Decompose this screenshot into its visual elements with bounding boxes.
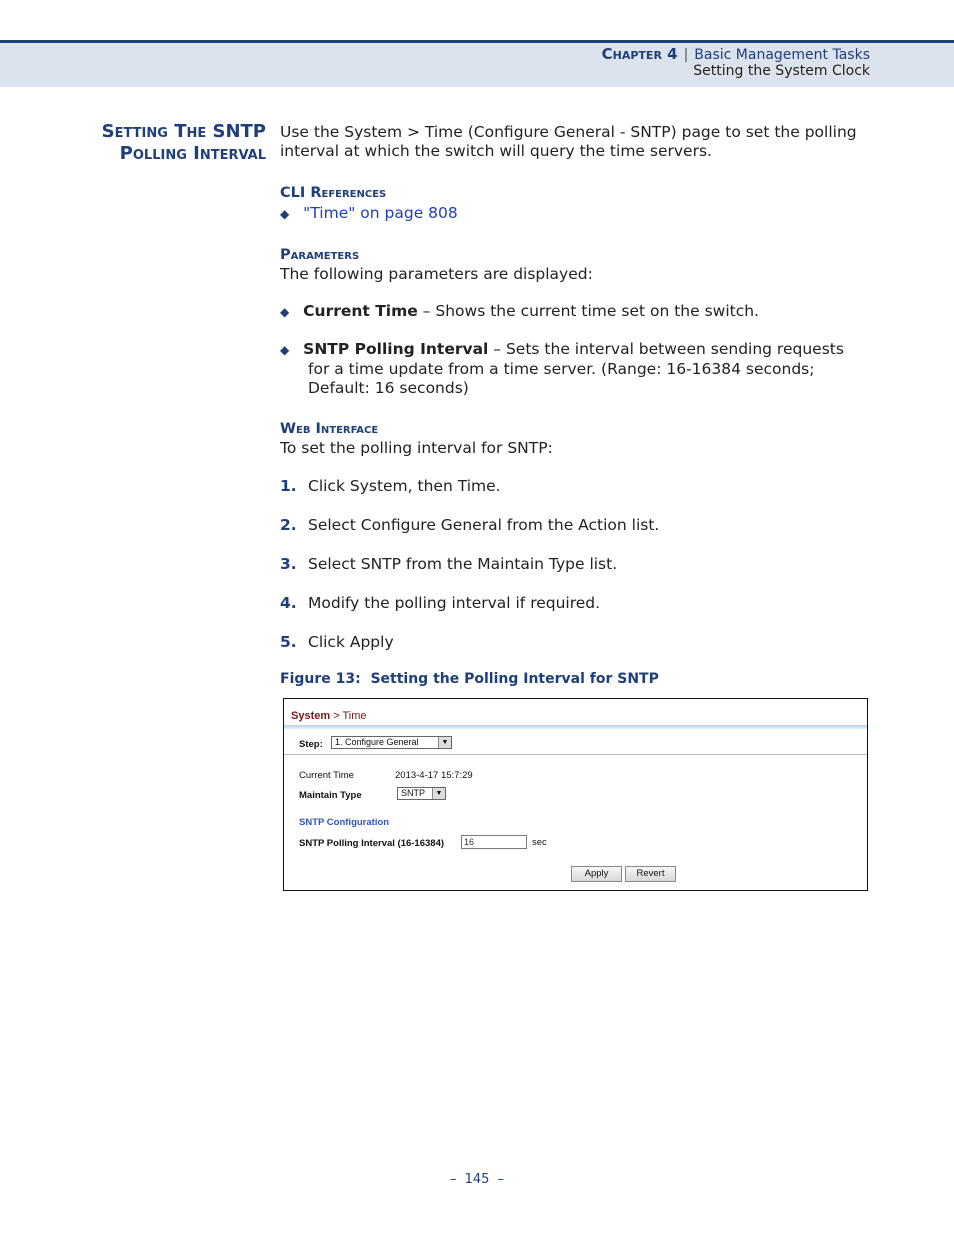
current-time-value: 2013-4-17 15:7:29	[395, 770, 473, 781]
step-text: Modify the polling interval if required.	[308, 594, 601, 612]
header-separator: |	[683, 47, 689, 63]
parameter-term: Current Time	[303, 302, 418, 320]
parameter-item	[280, 302, 759, 322]
parameter-desc-line2: for a time update from a time server. (Range: 16-16384 seconds;	[308, 360, 815, 378]
intro-line1: Use the System > Time (Configure General - SNTP) page to set the polling	[280, 123, 857, 141]
parameters-intro: The following parameters are displayed:	[280, 265, 593, 283]
intro-line2: interval at which the switch will query the time servers.	[280, 142, 712, 160]
diamond-bullet-icon: ◆	[280, 343, 290, 357]
chapter-label: Chapter 4	[601, 45, 678, 63]
figure-caption: Figure 13: Setting the Polling Interval for SNTP	[280, 671, 659, 687]
divider	[284, 754, 867, 755]
current-time-label: Current Time	[299, 770, 354, 781]
step-item	[280, 516, 660, 535]
step-number: 2.	[280, 516, 297, 534]
chapter-title: Basic Management Tasks	[694, 47, 870, 63]
title-band	[284, 725, 867, 729]
chevron-down-icon: ▼	[438, 737, 451, 748]
section-heading-line2: Polling Interval	[119, 143, 266, 164]
parameter-desc-line3: Default: 16 seconds)	[308, 379, 469, 397]
figure-screenshot	[283, 698, 868, 891]
parameter-term: SNTP Polling Interval	[303, 340, 489, 358]
screenshot-breadcrumb	[291, 710, 367, 722]
parameter-desc: – Sets the interval between sending requests	[488, 340, 844, 358]
breadcrumb-page: Time	[342, 710, 367, 722]
step-select-value: 1. Configure General	[335, 737, 419, 747]
step-text: Select Configure General from the Action list.	[308, 516, 660, 534]
step-item	[280, 594, 601, 613]
step-item	[280, 477, 501, 496]
step-text: Select SNTP from the Maintain Type list.	[308, 555, 618, 573]
cli-references-heading: CLI References	[280, 185, 387, 201]
breadcrumb-root[interactable]: System	[291, 710, 331, 722]
step-label: Step:	[299, 739, 323, 750]
sntp-configuration-heading: SNTP Configuration	[299, 817, 390, 828]
section-heading-line1: Setting The SNTP	[101, 121, 266, 142]
step-item	[280, 555, 618, 574]
diamond-bullet-icon: ◆	[280, 305, 290, 319]
maintain-type-label: Maintain Type	[299, 790, 362, 801]
parameter-item	[280, 340, 880, 398]
header-section-title: Setting the System Clock	[693, 63, 870, 79]
parameter-desc: – Shows the current time set on the switch.	[417, 302, 759, 320]
diamond-bullet-icon: ◆	[280, 207, 290, 221]
polling-interval-input[interactable]: 16	[461, 835, 527, 849]
apply-button[interactable]: Apply	[571, 866, 622, 882]
section-heading	[66, 121, 266, 165]
polling-interval-unit: sec	[532, 837, 547, 848]
step-number: 1.	[280, 477, 297, 495]
step-select[interactable]	[331, 736, 452, 749]
cli-reference-item	[280, 204, 458, 224]
step-item	[280, 633, 394, 652]
step-number: 3.	[280, 555, 297, 573]
parameters-heading: Parameters	[280, 247, 360, 263]
maintain-type-select[interactable]	[397, 787, 446, 800]
revert-button[interactable]: Revert	[625, 866, 676, 882]
step-number: 5.	[280, 633, 297, 651]
step-text: Click System, then Time.	[308, 477, 501, 495]
breadcrumb-separator: >	[330, 710, 343, 722]
step-number: 4.	[280, 594, 297, 612]
maintain-type-value: SNTP	[401, 788, 426, 798]
polling-interval-label: SNTP Polling Interval (16-16384)	[299, 838, 445, 849]
header-chapter	[602, 45, 870, 63]
cli-reference-link[interactable]: "Time" on page 808	[303, 204, 458, 222]
page-number: – 145 –	[449, 1172, 505, 1187]
chevron-down-icon: ▼	[432, 788, 445, 799]
step-text: Click Apply	[308, 633, 394, 651]
section-intro	[280, 123, 880, 161]
web-interface-intro: To set the polling interval for SNTP:	[280, 439, 553, 457]
web-interface-heading: Web Interface	[280, 421, 379, 437]
